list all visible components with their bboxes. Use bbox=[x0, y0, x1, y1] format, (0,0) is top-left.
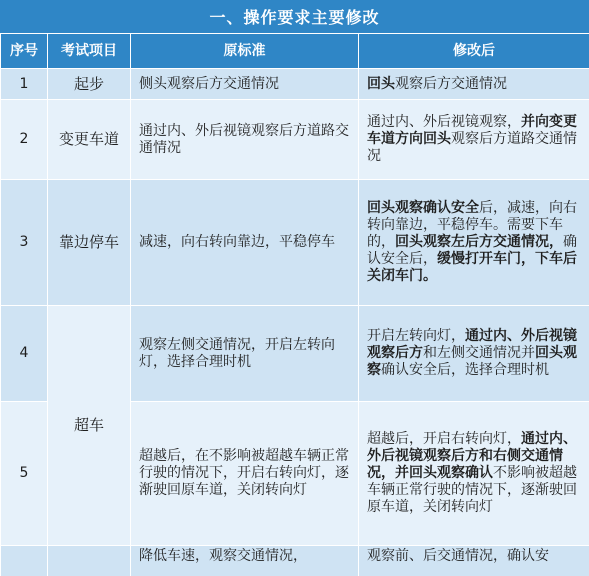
exam-item: 变更车道 bbox=[48, 100, 131, 180]
text-segment: 观察后方交通情况 bbox=[395, 75, 507, 92]
exam-item bbox=[48, 546, 131, 576]
text-segment: 后，减速，向右转向靠边，平稳停车。需要下车的， bbox=[367, 200, 577, 250]
bold-text-segment: 回头观察 bbox=[367, 345, 577, 378]
text-segment: 超越后，开启右转向灯， bbox=[367, 431, 521, 447]
bold-text-segment: 回头 bbox=[367, 75, 395, 92]
new-standard bbox=[359, 402, 589, 546]
row-number: 5 bbox=[1, 402, 48, 546]
old-standard: 降低车速，观察交通情况， bbox=[131, 546, 359, 576]
old-standard: 观察左侧交通情况，开启左转向灯，选择合理时机 bbox=[131, 306, 359, 402]
old-standard: 侧头观察后方交通情况 bbox=[131, 69, 359, 100]
row-number bbox=[1, 546, 48, 576]
old-standard: 通过内、外后视镜观察后方道路交通情况 bbox=[131, 100, 359, 180]
new-standard bbox=[359, 180, 589, 306]
bold-text-segment: 回头观察左后方交通情况， bbox=[395, 234, 563, 250]
bold-text-segment: 回头观察确认安全 bbox=[367, 200, 479, 216]
row-number: 2 bbox=[1, 100, 48, 180]
text-segment: 不影响被超越车辆正常行驶的情况下，逐渐驶回原车道，关闭转向灯 bbox=[367, 465, 577, 515]
bold-text-segment: 通过内、外后视镜观察后方 bbox=[367, 328, 577, 361]
row-number: 1 bbox=[1, 69, 48, 100]
new-standard bbox=[359, 69, 589, 100]
header-new: 修改后 bbox=[359, 34, 589, 69]
bold-text-segment: 缓慢打开车门，下车后关闭车门。 bbox=[367, 251, 577, 284]
table-row bbox=[1, 306, 589, 402]
table-row bbox=[1, 180, 589, 306]
bold-text-segment: 并向变更车道方向回头 bbox=[367, 114, 577, 147]
new-standard bbox=[359, 100, 589, 180]
old-standard: 超越后，在不影响被超越车辆正常行驶的情况下，开启右转向灯，逐渐驶回原车道，关闭转向灯 bbox=[131, 402, 359, 546]
text-segment: 开启左转向灯， bbox=[367, 328, 465, 344]
text-segment: 观察后方道路交通情况 bbox=[367, 131, 577, 164]
section-banner: 一、操作要求主要修改 bbox=[0, 0, 589, 33]
table-row bbox=[1, 546, 589, 576]
table-row bbox=[1, 100, 589, 180]
table-row bbox=[1, 69, 589, 100]
text-segment: 观察前、后交通情况，确认安 bbox=[367, 548, 549, 564]
text-segment: 确认安全后，选择合理时机 bbox=[381, 362, 549, 378]
header-no: 序号 bbox=[1, 34, 48, 69]
text-segment: 通过内、外后视镜观察， bbox=[367, 114, 521, 130]
old-standard: 减速，向右转向靠边，平稳停车 bbox=[131, 180, 359, 306]
row-number: 3 bbox=[1, 180, 48, 306]
text-segment: 确认安全后， bbox=[367, 234, 577, 267]
row-number: 4 bbox=[1, 306, 48, 402]
exam-item: 超车 bbox=[48, 306, 131, 546]
exam-item: 起步 bbox=[48, 69, 131, 100]
new-standard bbox=[359, 546, 589, 576]
comparison-table bbox=[0, 33, 589, 576]
exam-item: 靠边停车 bbox=[48, 180, 131, 306]
bold-text-segment: 通过内、外后视镜观察后方和右侧交通情况，并回头观察确认 bbox=[367, 431, 577, 481]
new-standard bbox=[359, 306, 589, 402]
header-old: 原标准 bbox=[131, 34, 359, 69]
text-segment: 和左侧交通情况并 bbox=[423, 345, 535, 361]
table-header-row bbox=[1, 34, 589, 69]
header-item: 考试项目 bbox=[48, 34, 131, 69]
